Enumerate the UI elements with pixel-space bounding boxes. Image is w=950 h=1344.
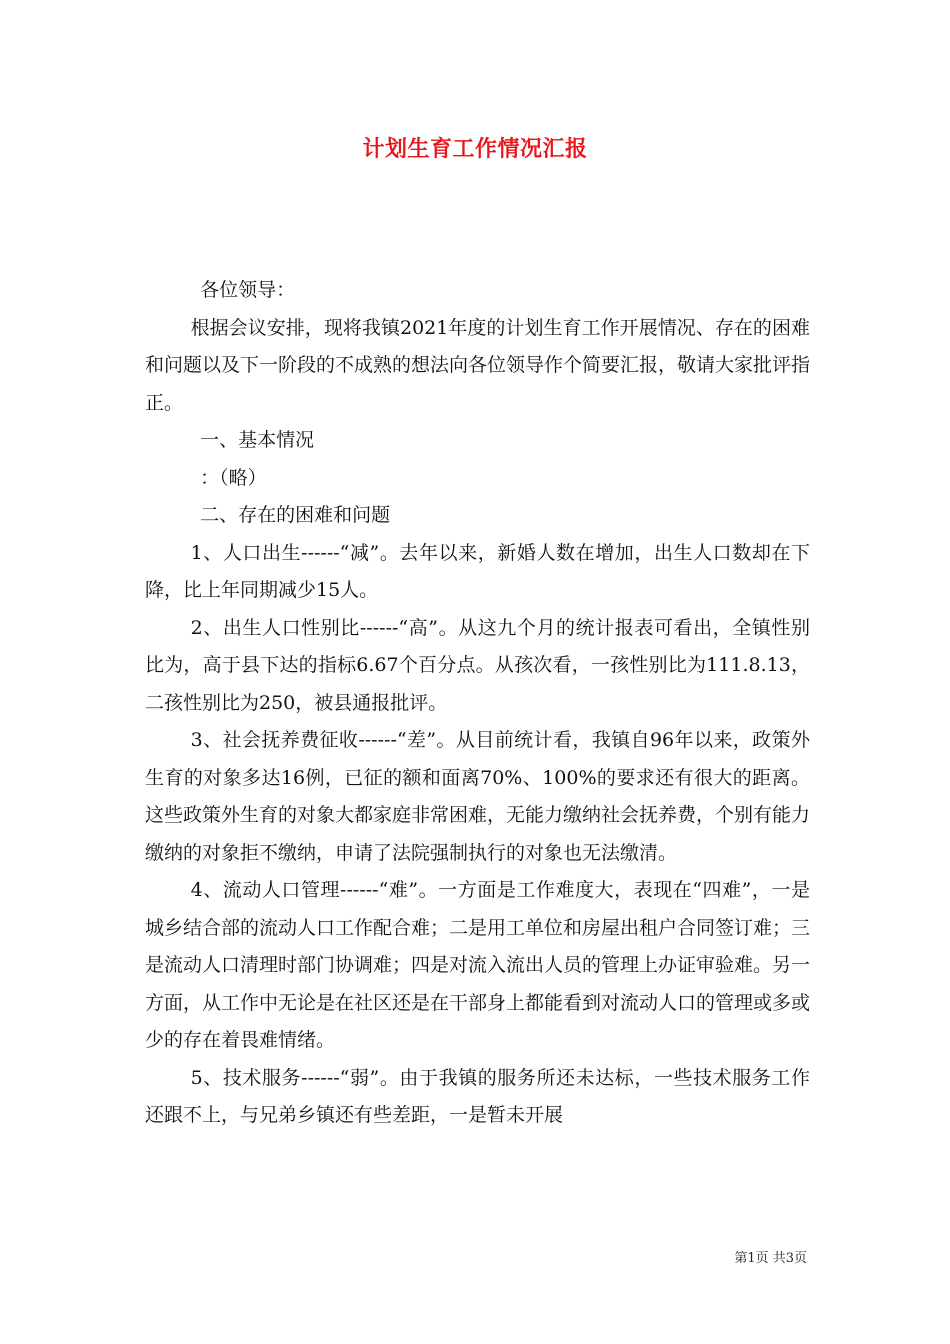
section-heading-problems: 二、存在的困难和问题	[200, 504, 391, 526]
intro-paragraph: 根据会议安排，现将我镇2021年度的计划生育工作开展情况、存在的困难和问题以及下一阶段的不成熟的想法向各位领导作个简要汇报，敬请大家批评指正。	[145, 316, 811, 414]
problem-paragraph-1: 1、人口出生------“减”。去年以来，新婚人数在增加，出生人口数却在下降，比上年同期减少15人。	[145, 541, 810, 601]
problem-paragraph-5: 5、技术服务------“弱”。由于我镇的服务所还未达标，一些技术服务工作还跟不上，与兄弟乡镇还有些差距，一是暂未开展	[145, 1066, 810, 1126]
basic-omitted-paragraph: ：（略）	[200, 466, 267, 489]
greeting-paragraph: 各位领导：	[200, 279, 296, 301]
document-body	[145, 272, 810, 1135]
page-number-footer: 第1页 共3页	[734, 1251, 807, 1266]
document-title: 计划生育工作情况汇报	[362, 136, 588, 162]
section-heading-basic: 一、基本情况	[200, 429, 315, 451]
problem-paragraph-2: 2、出生人口性别比------“高”。从这九个月的统计报表可看出，全镇性别比为，高于县下达的指标6.67个百分点。从孩次看，一孩性别比为111.8.13，二孩性别比为250，被县通报批评。	[145, 616, 810, 714]
problem-paragraph-3: 3、社会抚养费征收------“差”。从目前统计看，我镇自96年以来，政策外生育的对象多达16例，已征的额和面离70%、100%的要求还有很大的距离。这些政策外生育的对象大都家庭非常困难，无能力缴纳社会抚养费，个别有能力缴纳的对象拒不缴纳，申请了法院强制执行的对象也无法缴清。	[145, 729, 811, 864]
problem-paragraph-4: 4、流动人口管理------“难”。一方面是工作难度大，表现在“四难”，一是城乡结合部的流动人口工作配合难；二是用工单位和房屋出租户合同签订难；三是流动人口清理时部门协调难；四是对流入流出人员的管理上办证审验难。另一方面，从工作中无论是在社区还是在干部身上都能看到对流动人口的管理或多或少的存在着畏难情绪。	[145, 879, 811, 1051]
